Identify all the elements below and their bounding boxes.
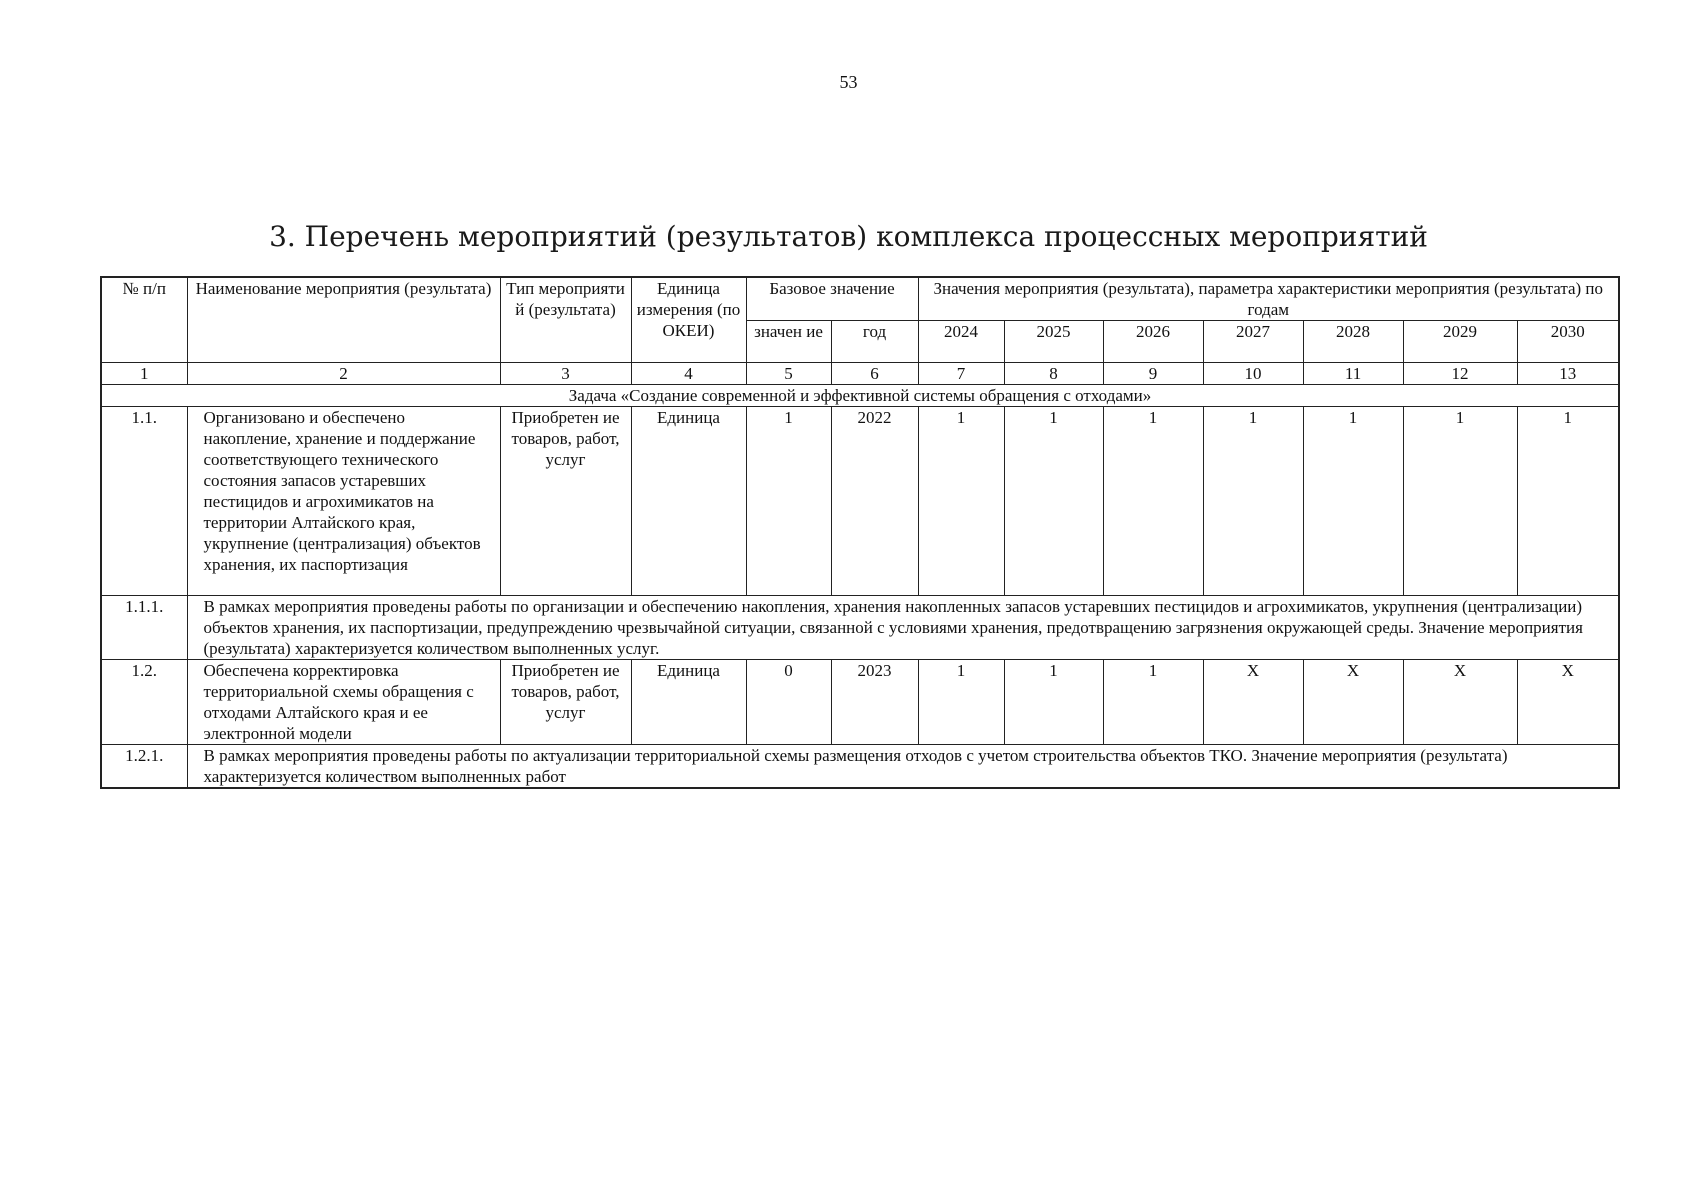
row-unit: Единица [631,660,746,745]
row-base-value: 0 [746,660,831,745]
column-number: 2 [187,363,500,385]
row-value: X [1203,660,1303,745]
description-num: 1.2.1. [101,745,187,789]
row-name: Организовано и обеспечено накопление, хранение и поддержание соответствующего технического состояния запасов устаревших пестицидов и агрохимикатов на территории Алтайского края, укрупнение (централизация) объектов хранения, их паспортизация [187,407,500,596]
row-value: X [1403,660,1517,745]
measures-table [100,276,1620,789]
row-base-year: 2023 [831,660,918,745]
header-base-year: год [831,321,918,363]
row-unit: Единица [631,407,746,596]
row-num: 1.2. [101,660,187,745]
description-text: В рамках мероприятия проведены работы по организации и обеспечению накопления, хранения накопленных запасов устаревших пестицидов и агрохимикатов, укрупнения (централизации) объектов хранения, их паспортизации, предупреждению чрезвычайной ситуации, связанной с условиями хранения, предотвращению загрязнения окружающей среды. Значение мероприятия (результата) характеризуется количеством выполненных услуг. [187,596,1619,660]
row-value: 1 [1517,407,1619,596]
document-title: 3. Перечень мероприятий (результатов) комплекса процессных мероприятий [269,220,1428,253]
page-number: 53 [839,72,858,92]
column-number: 4 [631,363,746,385]
header-name: Наименование мероприятия (результата) [187,277,500,363]
description-num: 1.1.1. [101,596,187,660]
header-num: № п/п [101,277,187,363]
row-name: Обеспечена корректировка территориальной схемы обращения с отходами Алтайского края и ее электронной модели [187,660,500,745]
header-year: 2029 [1403,321,1517,363]
column-number: 3 [500,363,631,385]
column-numbers-row [101,363,1619,385]
column-number: 9 [1103,363,1203,385]
header-year: 2030 [1517,321,1619,363]
header-year: 2024 [918,321,1004,363]
column-number: 13 [1517,363,1619,385]
description-text: В рамках мероприятия проведены работы по актуализации территориальной схемы размещения отходов с учетом строительства объектов ТКО. Значение мероприятия (результата) характеризуется количеством выполненных работ [187,745,1619,789]
column-number: 6 [831,363,918,385]
header-type: Тип мероприяти й (результата) [500,277,631,363]
description-row [101,596,1619,660]
header-values-by-year: Значения мероприятия (результата), параметра характеристики мероприятия (результата) по годам [918,277,1619,321]
table-row [101,407,1619,596]
header-year: 2025 [1004,321,1103,363]
row-type: Приобретен ие товаров, работ, услуг [500,660,631,745]
description-row [101,745,1619,789]
task-row [101,385,1619,407]
row-type: Приобретен ие товаров, работ, услуг [500,407,631,596]
column-number: 12 [1403,363,1517,385]
table-row [101,660,1619,745]
column-number: 7 [918,363,1004,385]
row-value: 1 [1103,660,1203,745]
row-value: 1 [918,660,1004,745]
row-base-year: 2022 [831,407,918,596]
header-unit: Единица измерения (по ОКЕИ) [631,277,746,363]
header-base-value: значен ие [746,321,831,363]
column-number: 8 [1004,363,1103,385]
task-title: Задача «Создание современной и эффективной системы обращения с отходами» [101,385,1619,407]
header-year: 2026 [1103,321,1203,363]
row-value: 1 [1004,660,1103,745]
row-value: 1 [1403,407,1517,596]
row-value: 1 [918,407,1004,596]
row-value: 1 [1203,407,1303,596]
header-year: 2028 [1303,321,1403,363]
row-value: X [1517,660,1619,745]
row-num: 1.1. [101,407,187,596]
row-value: 1 [1103,407,1203,596]
header-row-1 [101,277,1619,321]
column-number: 5 [746,363,831,385]
row-value: X [1303,660,1403,745]
row-value: 1 [1004,407,1103,596]
header-base: Базовое значение [746,277,918,321]
column-number: 10 [1203,363,1303,385]
row-value: 1 [1303,407,1403,596]
column-number: 11 [1303,363,1403,385]
header-year: 2027 [1203,321,1303,363]
row-base-value: 1 [746,407,831,596]
column-number: 1 [101,363,187,385]
